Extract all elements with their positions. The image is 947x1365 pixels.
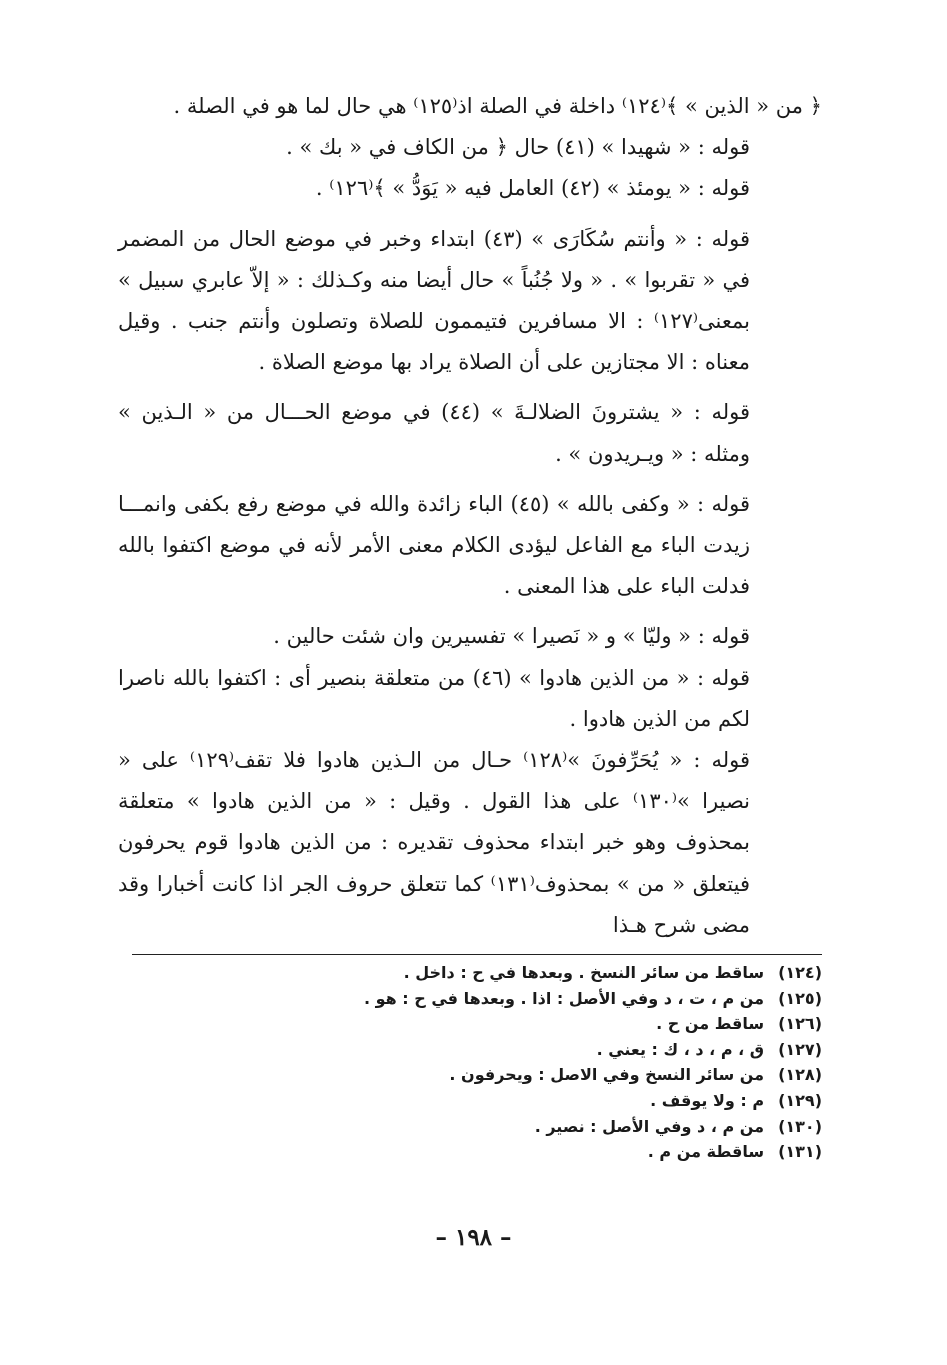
footnote-text: من م ، د وفي الأصل : نصير .: [534, 1116, 765, 1136]
paragraph: قوله : « وأنتم سُكَارَى » (٤٣) ابتداء وخبر في موضع الحال من المضمر في « تقربوا » . « ولا جُنُباً » حال أيضا منه وكـذلك : « إلاّ عابري سبيل » بمعنى⁽١٢٧⁾ : الا مسافرين فتيممون للصلاة وتصلون وأنتم جنب . وقيل معناه : الا مجتازين على أن الصلاة يراد بها موضع الصلاة .: [118, 226, 750, 375]
footnotes-list: [132, 960, 822, 1165]
footnote-divider: [132, 954, 822, 955]
footnote-number: (١٢٤): [778, 963, 822, 982]
paragraph: قوله : « يومئذ » (٤٢) العامل فيه « يَوَدُّ » ﴾⁽١٢٦⁾ .: [315, 176, 750, 201]
page-body: [118, 86, 822, 946]
footnote-number: (١٢٥): [778, 988, 822, 1008]
footnote-text: ق ، م ، د ، ك : يعني .: [596, 1039, 765, 1059]
footnote-number: (١٢٨): [778, 1065, 822, 1085]
paragraph: قوله : « يشترونَ الضلالـةَ » (٤٤) في موضع الحـــال من « الـذين » ومثله : « ويـريدون » .: [118, 400, 750, 466]
footnote-text: من سائر النسخ وفي الاصل : ويحرفون .: [449, 1065, 765, 1085]
footnote-text: م : ولا يوقف .: [650, 1090, 765, 1110]
footnote-text: من م ، ت ، د وفي الأصل : اذا . وبعدها في ح : هو .: [363, 988, 765, 1008]
footnote-item: [132, 986, 822, 1012]
footnote-number: (١٣١): [778, 1142, 822, 1162]
footnote-item: [132, 960, 822, 986]
footnote-item: [132, 1114, 822, 1140]
paragraph: قوله : « وليّا » و « نَصيرا » تفسيرين وان شئت حالين .: [273, 624, 750, 649]
footnote-number: (١٢٦): [778, 1014, 822, 1034]
main-text: [118, 86, 822, 946]
footnote-number: (١٢٩): [778, 1090, 822, 1110]
footnote-text: ساقطة من م .: [647, 1142, 765, 1162]
page-number: – ١٩٨ –: [435, 1224, 512, 1251]
footnote-number: (١٢٧): [778, 1039, 822, 1059]
footnote-item: [132, 1088, 822, 1114]
footnote-item: [132, 1062, 822, 1088]
footnote-item: [132, 1037, 822, 1063]
footnote-item: [132, 1139, 822, 1165]
footnote-text: ساقط من ح .: [656, 1014, 765, 1034]
paragraph: قوله : « شهيدا » (٤١) حال ﴿ من الكاف في « بك » .: [286, 135, 750, 160]
paragraph: ﴿ من « الذين » ﴾⁽١٢٤⁾ داخلة في الصلة اذ⁽١٢٥⁾ هي حال لما هو في الصلة .: [173, 94, 822, 118]
footnote-item: [132, 1011, 822, 1037]
paragraph: قوله : « من الذين هادوا » (٤٦) من متعلقة بنصير أى : اكتفوا بالله ناصرا لكم من الذين هادوا .: [118, 665, 750, 731]
paragraph: قوله : « يُحَرِّفونَ »⁽١٢٨⁾ حـال من الـذين هادوا فلا تقف⁽١٢٩⁾ على « نصيرا »⁽١٣٠⁾ على هذا القول . وقيل : « من الذين هادوا » متعلقة بمحذوف وهو خبر ابتداء محذوف تقديره : من الذين هادوا قوم يحرفون فيتعلق « من » بمحذوف⁽١٣١⁾ كما تتعلق حروف الجر اذا كانت أخبارا وقد مضى شرح هـذا: [118, 748, 751, 937]
footnote-text: ساقط من سائر النسخ . وبعدها في ح : داخل .: [403, 963, 765, 982]
footnote-number: (١٣٠): [778, 1116, 822, 1136]
paragraph: قوله : « وكفى بالله » (٤٥) الباء زائدة والله في موضع رفع بكفى وانمـــا زيدت الباء مع الفاعل ليؤدى الكلام معنى الأمر لأنه في موضع اكتفوا بالله فدلت الباء على هذا المعنى .: [118, 491, 750, 599]
